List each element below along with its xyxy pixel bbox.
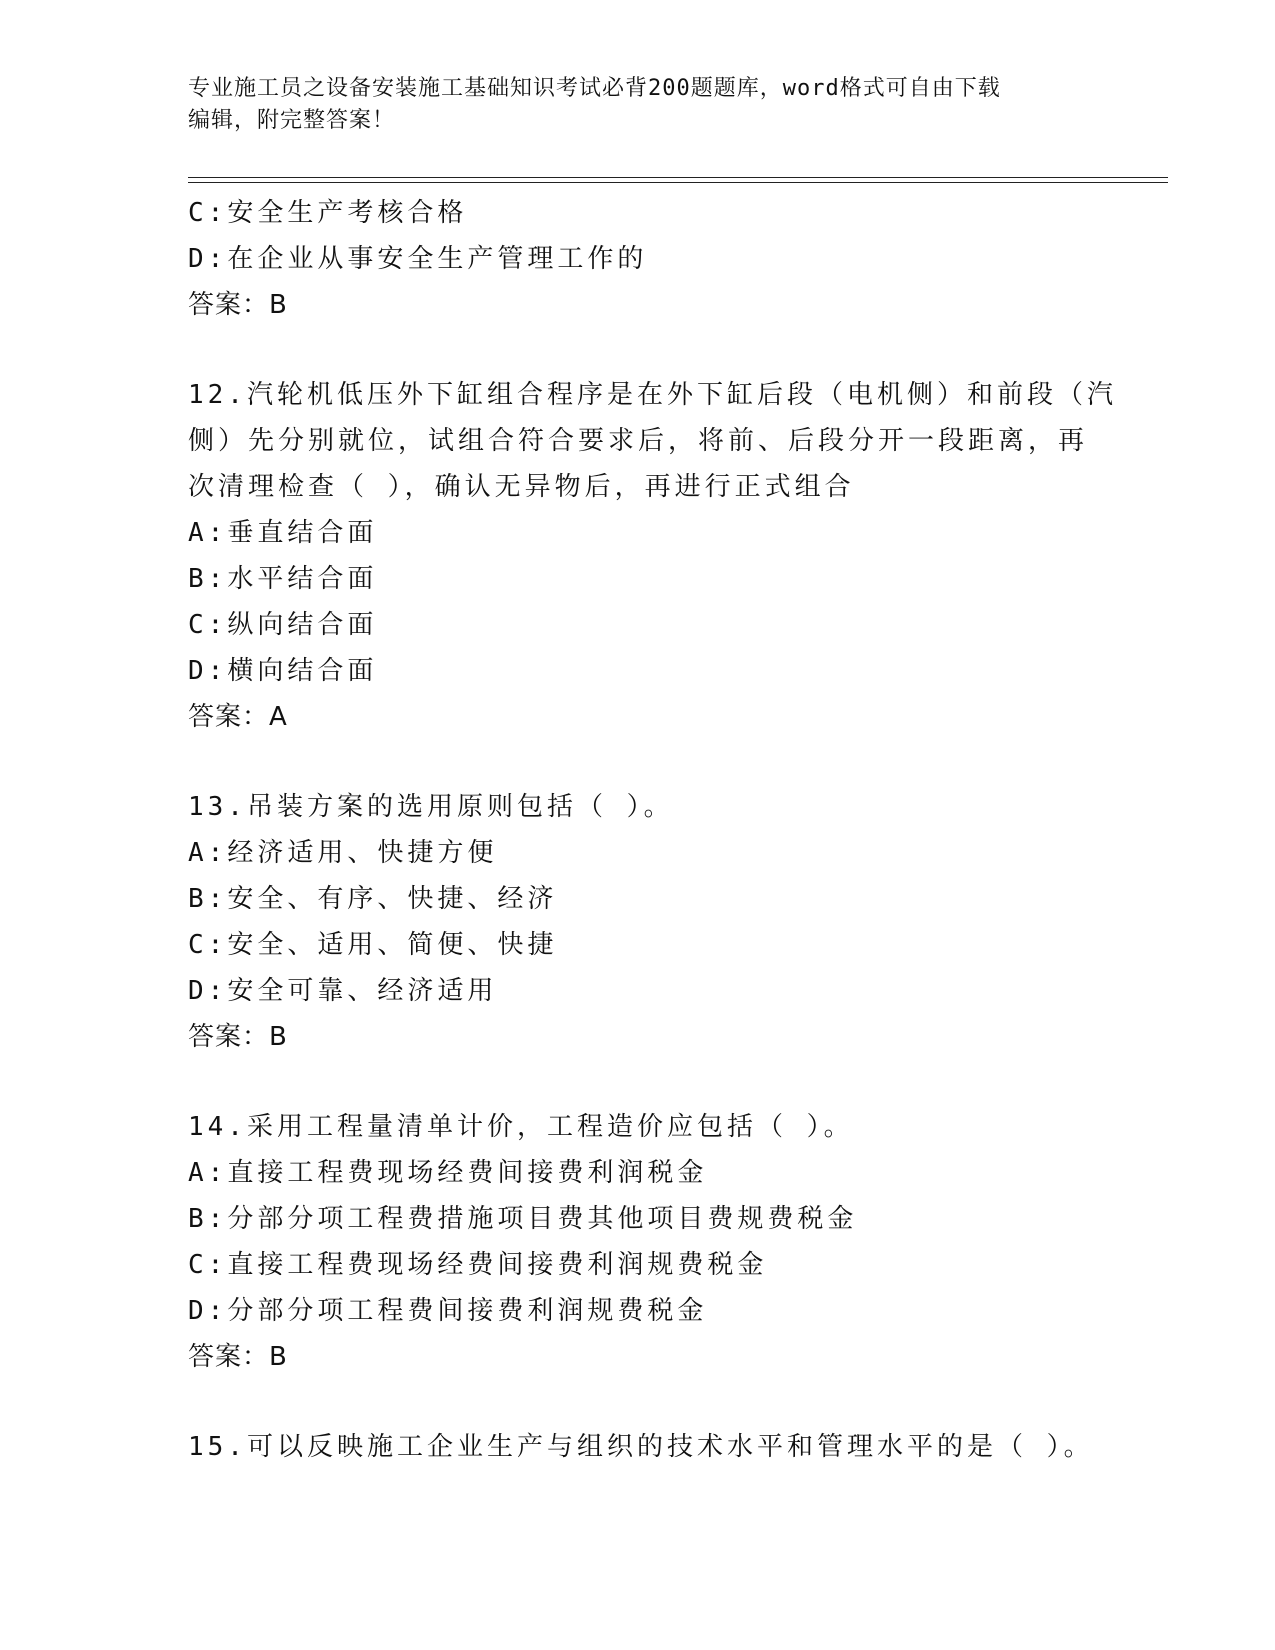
document-header bbox=[188, 73, 1088, 137]
option-text: 直接工程费现场经费间接费利润税金 bbox=[227, 1158, 708, 1188]
option-a bbox=[188, 830, 1088, 876]
option-text: 分部分项工程费间接费利润规费税金 bbox=[227, 1296, 708, 1326]
option-b bbox=[188, 556, 1088, 602]
option-c bbox=[188, 602, 1088, 648]
option-a bbox=[188, 510, 1088, 556]
option-label: C: bbox=[188, 610, 228, 640]
option-label: D: bbox=[188, 244, 228, 274]
option-a bbox=[188, 1150, 1088, 1196]
question-13 bbox=[188, 784, 1088, 1060]
option-c bbox=[188, 190, 1088, 236]
option-text: 安全可靠、经济适用 bbox=[227, 976, 498, 1006]
option-text: 安全生产考核合格 bbox=[227, 198, 468, 228]
option-text: 纵向结合面 bbox=[227, 610, 378, 640]
header-divider-bottom bbox=[188, 182, 1168, 183]
question-15 bbox=[188, 1424, 1094, 1470]
question-text-line: 次清理检查（ ），确认无异物后，再进行正式组合 bbox=[188, 472, 855, 502]
option-b bbox=[188, 1196, 1088, 1242]
option-text: 安全、适用、简便、快捷 bbox=[227, 930, 558, 960]
question-text-line: 14.采用工程量清单计价，工程造价应包括（ ）。 bbox=[188, 1112, 854, 1142]
option-label: B: bbox=[188, 1204, 228, 1234]
option-label: C: bbox=[188, 930, 228, 960]
question-list bbox=[188, 190, 1117, 1470]
option-c bbox=[188, 922, 1088, 968]
option-label: C: bbox=[188, 198, 228, 228]
answer-line: 答案：B bbox=[188, 1022, 288, 1052]
option-text: 分部分项工程费措施项目费其他项目费规费税金 bbox=[227, 1204, 858, 1234]
option-label: A: bbox=[188, 838, 228, 868]
question-11-continued bbox=[188, 190, 1088, 328]
option-label: A: bbox=[188, 518, 228, 548]
question-text-line: 侧）先分别就位，试组合符合要求后，将前、后段分开一段距离，再 bbox=[188, 426, 1089, 456]
question-text-line: 15.可以反映施工企业生产与组织的技术水平和管理水平的是（ ）。 bbox=[188, 1432, 1094, 1462]
header-line-2: 编辑，附完整答案！ bbox=[188, 108, 396, 133]
option-text: 直接工程费现场经费间接费利润规费税金 bbox=[227, 1250, 768, 1280]
question-text-line: 12.汽轮机低压外下缸组合程序是在外下缸后段（电机侧）和前段（汽 bbox=[188, 380, 1117, 410]
answer-line: 答案：B bbox=[188, 290, 288, 320]
option-label: B: bbox=[188, 884, 228, 914]
option-label: C: bbox=[188, 1250, 228, 1280]
option-d bbox=[188, 648, 1088, 694]
option-d bbox=[188, 968, 1088, 1014]
option-d bbox=[188, 236, 1088, 282]
option-text: 经济适用、快捷方便 bbox=[227, 838, 498, 868]
option-text: 安全、有序、快捷、经济 bbox=[227, 884, 558, 914]
header-divider-top bbox=[188, 177, 1168, 178]
question-text-line: 13.吊装方案的选用原则包括（ ）。 bbox=[188, 792, 674, 822]
question-12 bbox=[188, 372, 1117, 740]
option-label: D: bbox=[188, 1296, 228, 1326]
answer-line: 答案：B bbox=[188, 1342, 288, 1372]
option-label: D: bbox=[188, 976, 228, 1006]
header-line-1: 专业施工员之设备安装施工基础知识考试必背200题题库，word格式可自由下载 bbox=[188, 76, 1001, 101]
question-14 bbox=[188, 1104, 1088, 1380]
option-label: A: bbox=[188, 1158, 228, 1188]
option-c bbox=[188, 1242, 1088, 1288]
option-label: B: bbox=[188, 564, 228, 594]
answer-line: 答案：A bbox=[188, 702, 288, 732]
option-text: 水平结合面 bbox=[227, 564, 378, 594]
option-text: 垂直结合面 bbox=[227, 518, 378, 548]
option-d bbox=[188, 1288, 1088, 1334]
option-label: D: bbox=[188, 656, 228, 686]
option-text: 在企业从事安全生产管理工作的 bbox=[227, 244, 648, 274]
option-b bbox=[188, 876, 1088, 922]
option-text: 横向结合面 bbox=[227, 656, 378, 686]
